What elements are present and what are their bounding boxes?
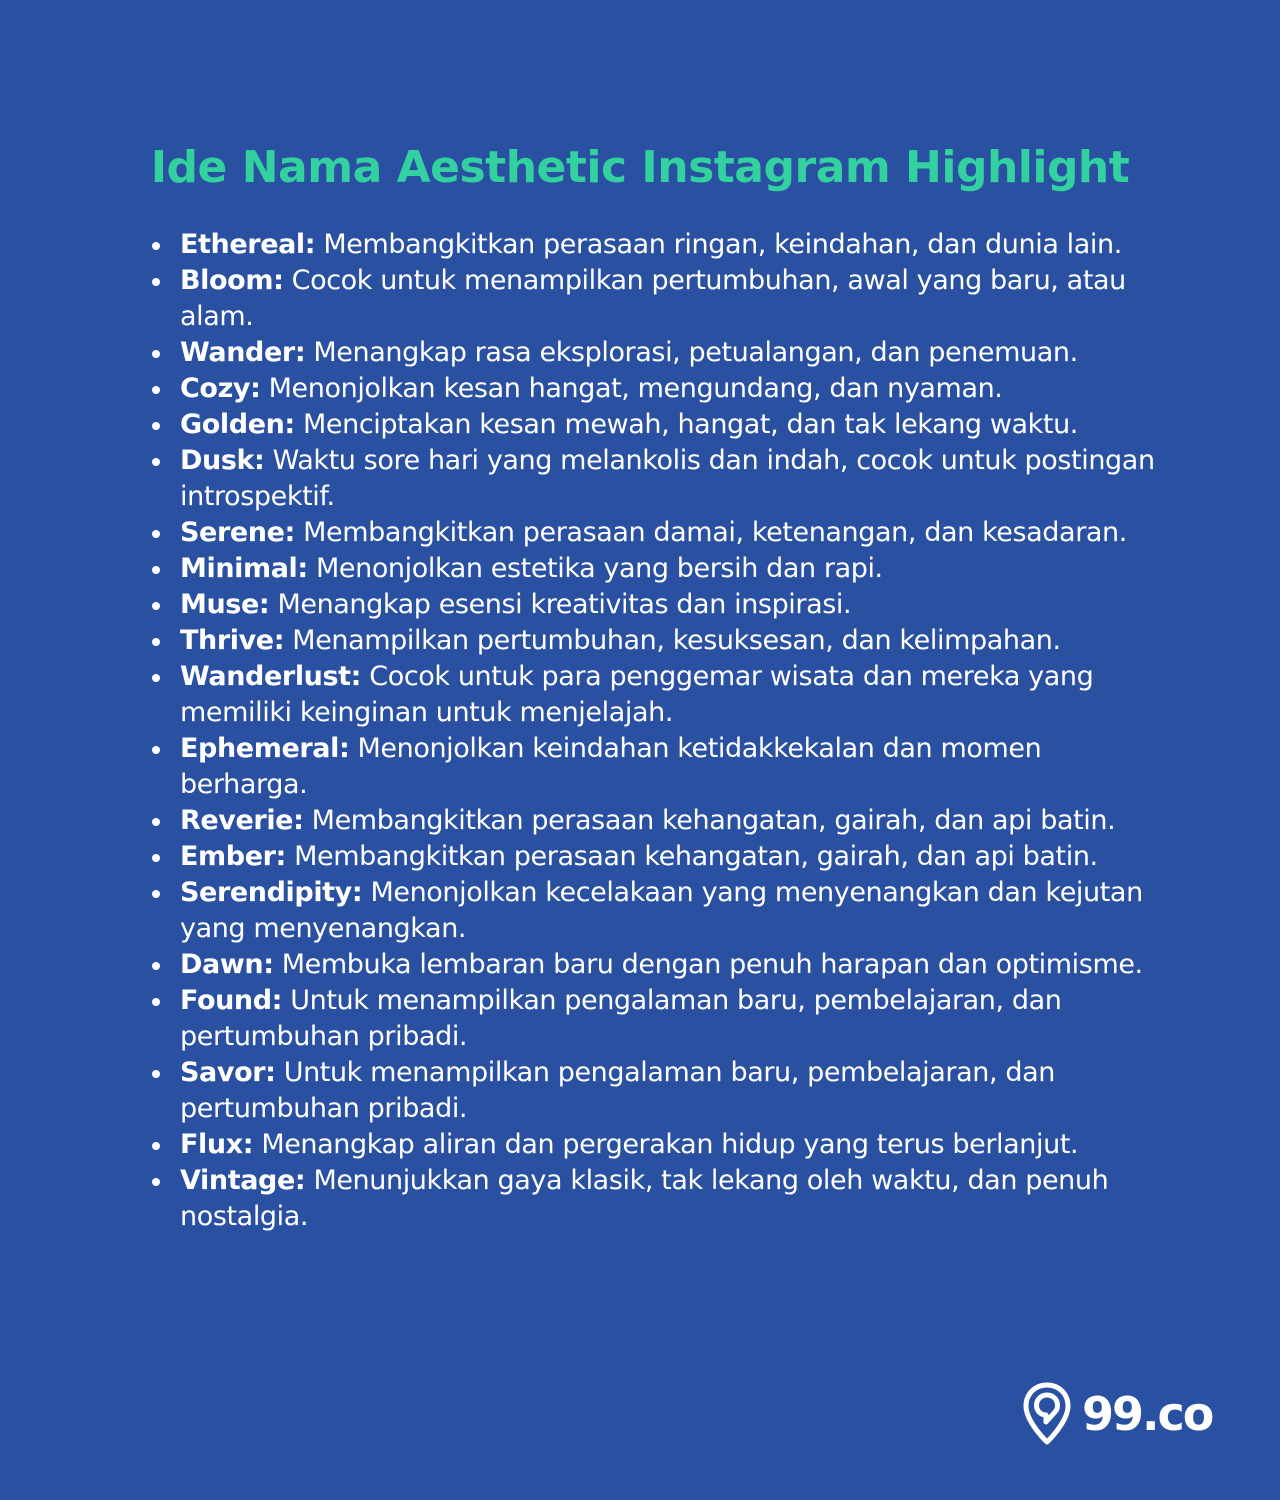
location-pin-icon bbox=[1022, 1382, 1072, 1446]
item-description: Menangkap aliran dan pergerakan hidup yang terus berlanjut. bbox=[253, 1129, 1079, 1160]
item-term: Wander: bbox=[180, 337, 306, 368]
item-description: Menangkap rasa eksplorasi, petualangan, dan penemuan. bbox=[305, 337, 1078, 368]
item-term: Vintage: bbox=[180, 1165, 306, 1196]
item-description: Menunjukkan gaya klasik, tak lekang oleh waktu, dan penuh nostalgia. bbox=[180, 1165, 1109, 1232]
item-description: Menampilkan pertumbuhan, kesuksesan, dan kelimpahan. bbox=[284, 625, 1061, 656]
item-description: Cocok untuk menampilkan pertumbuhan, awal yang baru, atau alam. bbox=[180, 265, 1126, 332]
item-description: Untuk menampilkan pengalaman baru, pembelajaran, dan pertumbuhan pribadi. bbox=[180, 985, 1062, 1052]
item-description: Menangkap esensi kreativitas dan inspirasi. bbox=[269, 589, 852, 620]
item-description: Menonjolkan estetika yang bersih dan rapi. bbox=[307, 553, 883, 584]
page-title: Ide Nama Aesthetic Instagram Highlight bbox=[150, 142, 1130, 193]
list-item bbox=[180, 659, 1170, 731]
item-description: Menonjolkan keindahan ketidakkekalan dan momen berharga. bbox=[180, 733, 1042, 800]
item-description: Menonjolkan kesan hangat, mengundang, dan nyaman. bbox=[260, 373, 1003, 404]
item-term: Bloom: bbox=[180, 265, 284, 296]
item-term: Ember: bbox=[180, 841, 286, 872]
item-term: Ephemeral: bbox=[180, 733, 350, 764]
list-item bbox=[180, 731, 1170, 803]
list-item bbox=[180, 335, 1170, 371]
name-idea-list bbox=[180, 227, 1170, 1235]
item-description: Menonjolkan kecelakaan yang menyenangkan dan kejutan yang menyenangkan. bbox=[180, 877, 1143, 944]
list-item bbox=[180, 263, 1170, 335]
item-term: Golden: bbox=[180, 409, 295, 440]
list-item bbox=[180, 1127, 1170, 1163]
item-term: Dusk: bbox=[180, 445, 265, 476]
brand-logo bbox=[1022, 1382, 1212, 1446]
item-description: Membangkitkan perasaan ringan, keindahan, dan dunia lain. bbox=[315, 229, 1122, 260]
item-description: Membuka lembaran baru dengan penuh harapan dan optimisme. bbox=[273, 949, 1143, 980]
item-term: Minimal: bbox=[180, 553, 308, 584]
item-description: Membangkitkan perasaan damai, ketenangan, dan kesadaran. bbox=[294, 517, 1127, 548]
list-item bbox=[180, 407, 1170, 443]
list-item bbox=[180, 803, 1170, 839]
item-term: Ethereal: bbox=[180, 229, 316, 260]
list-item bbox=[180, 551, 1170, 587]
list-item bbox=[180, 983, 1170, 1055]
list-item bbox=[180, 1055, 1170, 1127]
list-item bbox=[180, 875, 1170, 947]
item-term: Found: bbox=[180, 985, 283, 1016]
item-description: Cocok untuk para penggemar wisata dan mereka yang memiliki keinginan untuk menjelajah. bbox=[180, 661, 1094, 728]
item-description: Membangkitkan perasaan kehangatan, gairah, dan api batin. bbox=[285, 841, 1098, 872]
list-item bbox=[180, 227, 1170, 263]
list-item bbox=[180, 371, 1170, 407]
item-term: Reverie: bbox=[180, 805, 304, 836]
brand-logo-text: 99.co bbox=[1082, 1387, 1213, 1441]
item-term: Dawn: bbox=[180, 949, 274, 980]
item-description: Menciptakan kesan mewah, hangat, dan tak lekang waktu. bbox=[294, 409, 1078, 440]
item-term: Wanderlust: bbox=[180, 661, 362, 692]
item-term: Muse: bbox=[180, 589, 270, 620]
item-term: Cozy: bbox=[180, 373, 261, 404]
item-description: Waktu sore hari yang melankolis dan indah, cocok untuk postingan introspektif. bbox=[180, 445, 1155, 512]
list-item bbox=[180, 1163, 1170, 1235]
list-item bbox=[180, 515, 1170, 551]
list-item bbox=[180, 839, 1170, 875]
item-term: Savor: bbox=[180, 1057, 276, 1088]
list-item bbox=[180, 587, 1170, 623]
item-description: Untuk menampilkan pengalaman baru, pembelajaran, dan pertumbuhan pribadi. bbox=[180, 1057, 1055, 1124]
item-description: Membangkitkan perasaan kehangatan, gairah, dan api batin. bbox=[303, 805, 1116, 836]
item-term: Serene: bbox=[180, 517, 295, 548]
list-item bbox=[180, 623, 1170, 659]
item-term: Serendipity: bbox=[180, 877, 363, 908]
list-item bbox=[180, 443, 1170, 515]
item-term: Thrive: bbox=[180, 625, 285, 656]
item-term: Flux: bbox=[180, 1129, 254, 1160]
list-item bbox=[180, 947, 1170, 983]
